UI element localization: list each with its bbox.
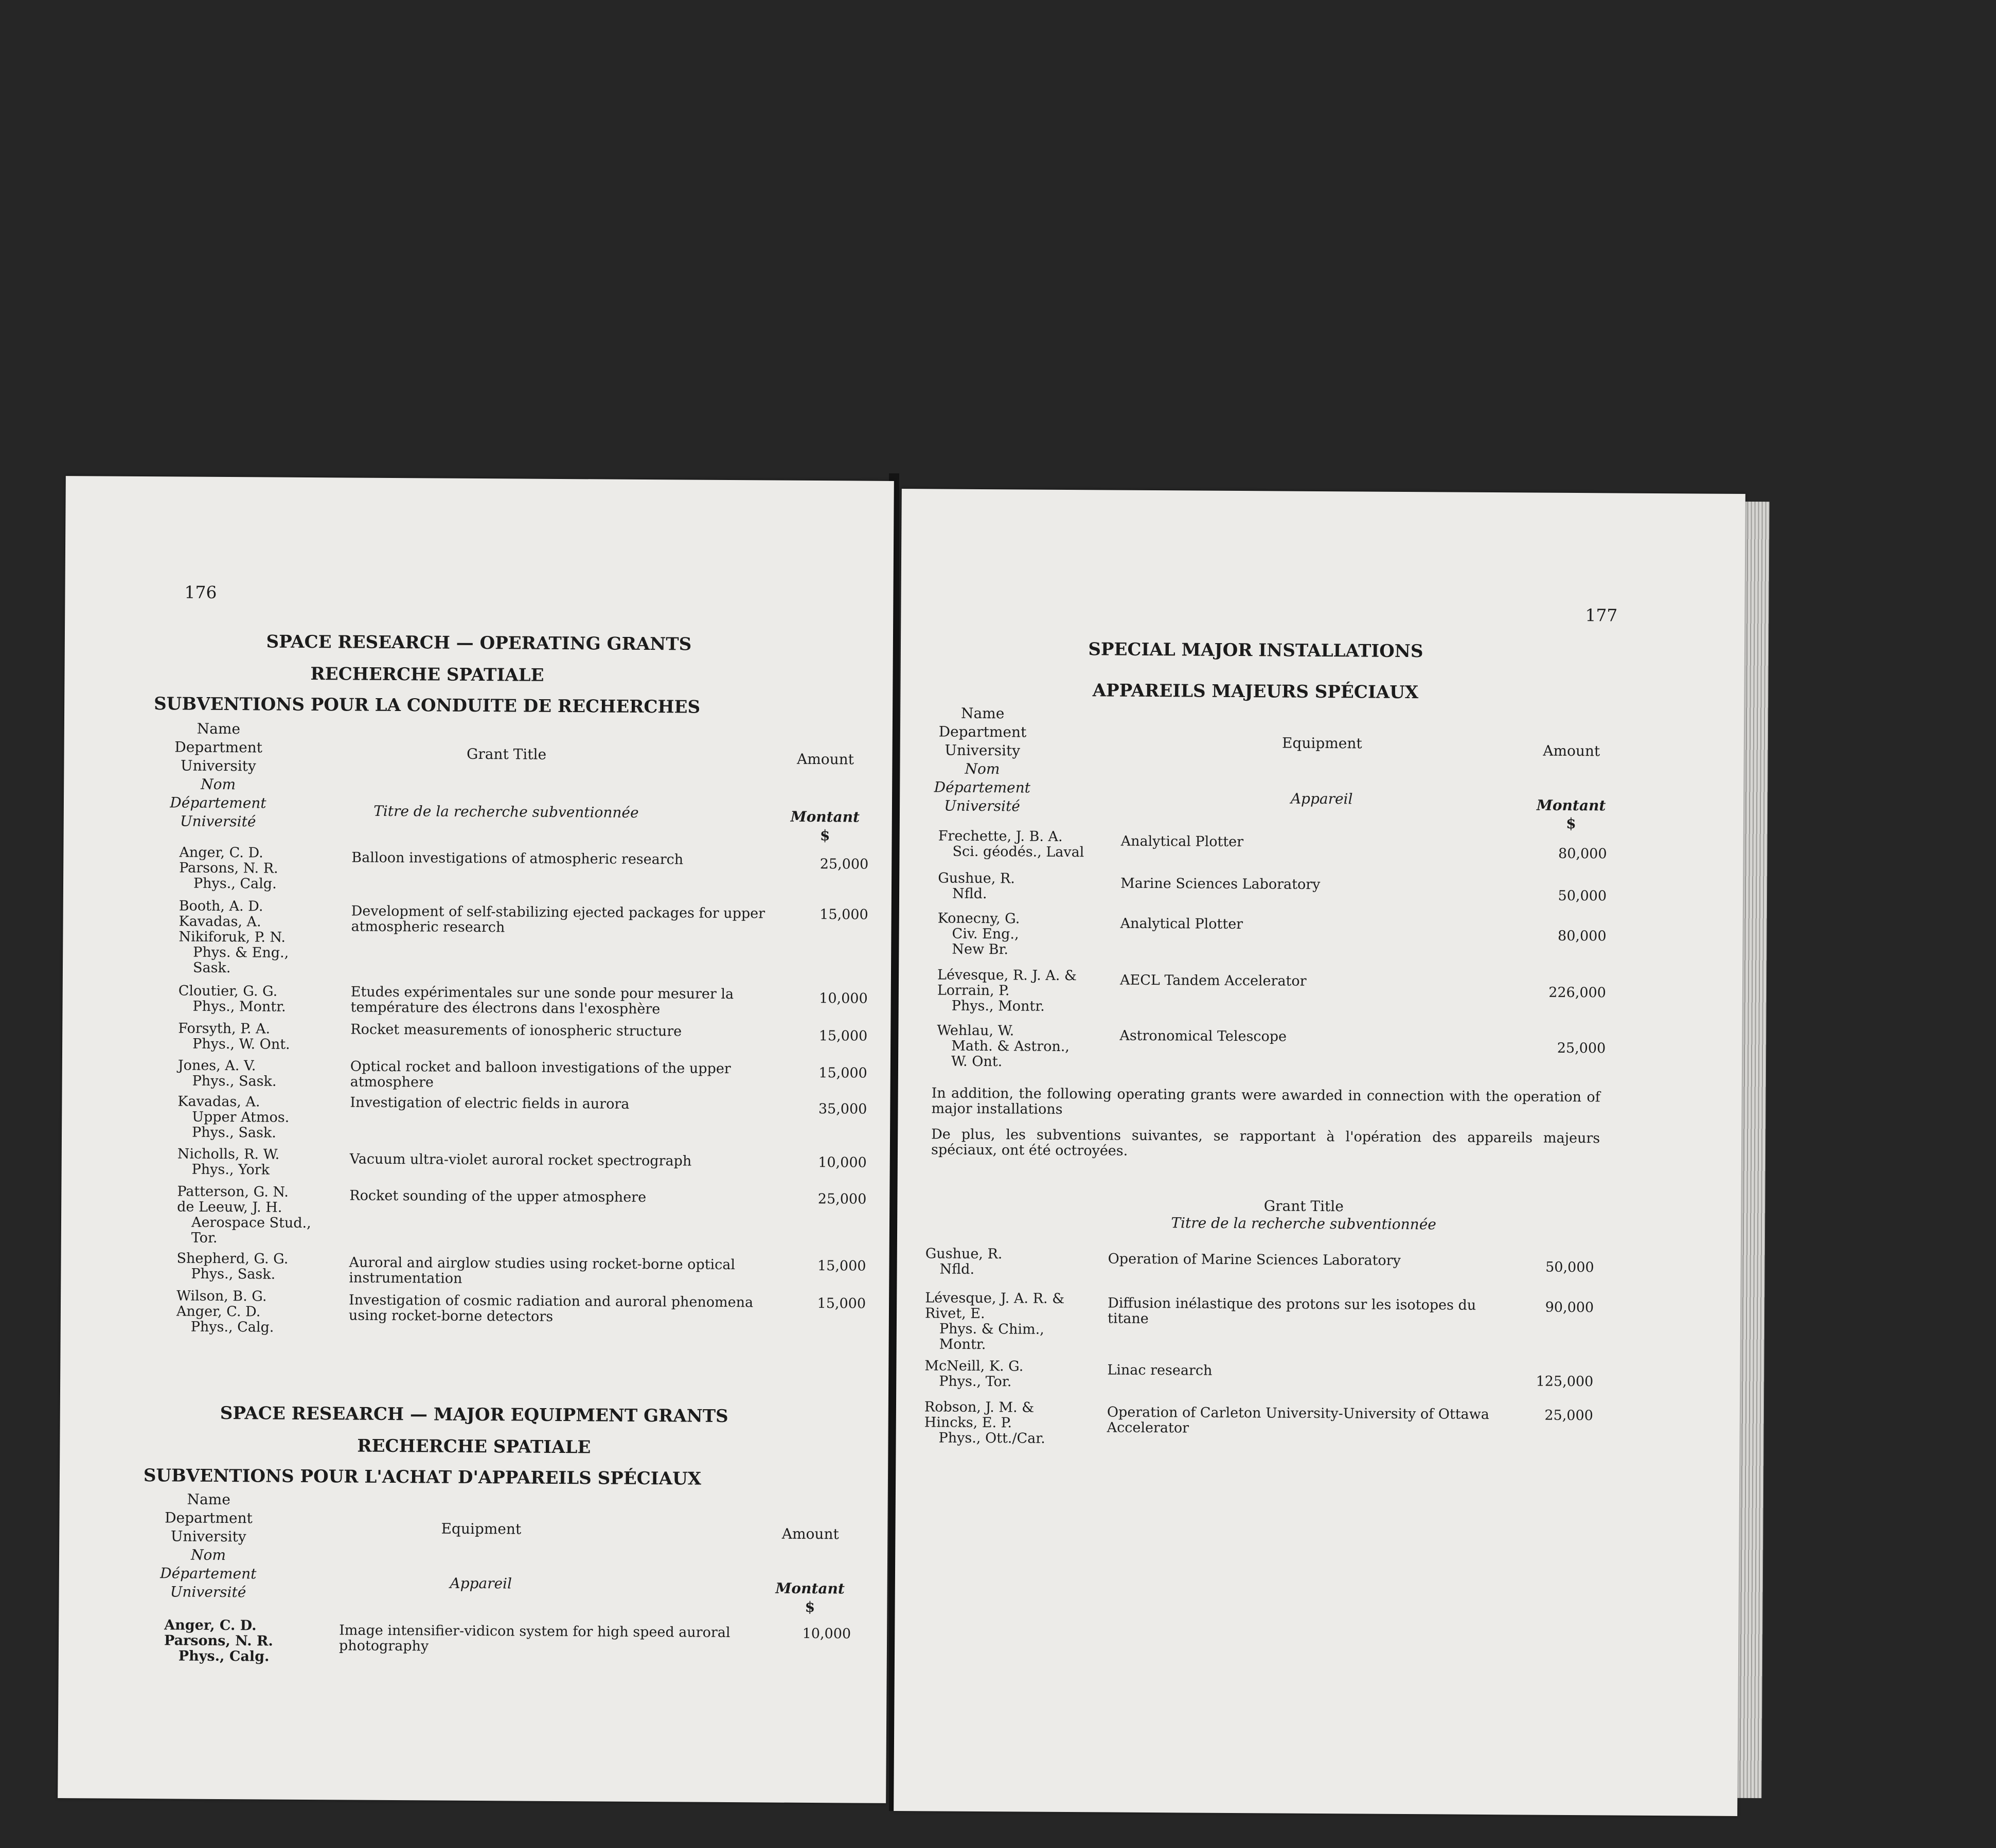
table-row [924, 1290, 1609, 1353]
amount-cell: 226,000 [1548, 984, 1606, 1001]
amount-cell: 25,000 [1557, 1040, 1606, 1057]
recipient-cell: Patterson, G. N. de Leeuw, J. H. Aerospace Stud., Tor. [177, 1183, 311, 1246]
table-row [924, 1358, 1609, 1390]
amount-cell: 50,000 [1558, 887, 1607, 904]
recipient-cell: Konecny, G. Civ. Eng., New Br. [937, 910, 1020, 958]
equipment-header: Equipment [1281, 734, 1362, 752]
amount-cell: 15,000 [817, 1295, 866, 1312]
table-row [179, 898, 868, 976]
amount-cell: 10,000 [818, 1154, 867, 1171]
grant-title-cell: Optical rocket and balloon investigations of the upper atmosphere [350, 1058, 731, 1091]
amount-cell: 125,000 [1536, 1373, 1594, 1390]
grant-title-cell: Development of self-stabilizing ejected packages for upper atmospheric research [351, 903, 765, 936]
section-title-fr: APPAREILS MAJEURS SPÉCIAUX [1092, 680, 1419, 703]
table-row [937, 967, 1621, 1015]
right-page [894, 489, 1745, 1816]
table-row [938, 870, 1622, 904]
amount-cell: 80,000 [1557, 928, 1607, 945]
table-row [178, 1020, 868, 1053]
recipient-cell: Nicholls, R. W. Phys., York [177, 1146, 280, 1178]
recipient-cell: Wilson, B. G. Anger, C. D. Phys., Calg. [176, 1288, 274, 1336]
recipient-cell: Robson, J. M. & Hincks, E. P. Phys., Ott./Car. [924, 1399, 1045, 1447]
amount-cell: 25,000 [1544, 1407, 1593, 1424]
grant-title-cell: Balloon investigations of atmospheric research [351, 849, 684, 868]
recipient-cell: Lévesque, J. A. R. & Rivet, E. Phys. & Chim., Montr. [924, 1290, 1065, 1353]
grant-title-header-fr: Titre de la recherche subventionnée [373, 802, 639, 821]
grant-title-cell: Auroral and airglow studies using rocket-borne optical instrumentation [349, 1254, 736, 1287]
grant-title-cell: Etudes expérimentales sur une sonde pour mesurer la température des électrons dans l'exosphère [350, 984, 734, 1018]
table-row [938, 828, 1623, 862]
grant-title-cell: Operation of Marine Sciences Laboratory [1108, 1251, 1401, 1269]
amount-cell: 25,000 [817, 1191, 867, 1207]
recipient-cell: Wehlau, W. Math. & Astron., W. Ont. [937, 1022, 1070, 1070]
equipment-cell: Image intensifier-vidicon system for high speed auroral photography [338, 1622, 730, 1655]
table-row [177, 1146, 867, 1178]
amount-cell: 10,000 [802, 1625, 851, 1642]
recipient-cell: Anger, C. D. Parsons, N. R. Phys., Calg. [179, 844, 278, 892]
equipment-cell: Marine Sciences Laboratory [1120, 875, 1321, 893]
grant-title-cell: Investigation of electric fields in aurora [350, 1094, 630, 1112]
table-row [937, 1022, 1621, 1070]
table-row [176, 1288, 866, 1336]
grant-title-cell: Operation of Carleton University-University of Ottawa Accelerator [1107, 1404, 1490, 1436]
grant-title-header-fr: Titre de la recherche subventionnée [1171, 1214, 1437, 1233]
table-row [179, 844, 869, 892]
amount-cell: 25,000 [819, 856, 869, 873]
amount-cell: 15,000 [819, 907, 868, 923]
section-title-fr: RECHERCHE SPATIALE [357, 1435, 591, 1458]
amount-cell: 15,000 [817, 1258, 866, 1274]
table-row [177, 1183, 867, 1246]
amount-header: Amount [1543, 742, 1600, 760]
recipient-cell: Lévesque, R. J. A. & Lorrain, P. Phys., Montr. [937, 967, 1077, 1015]
grant-title-header: Grant Title [1263, 1197, 1344, 1215]
table-row [178, 983, 868, 1018]
note-paragraph-en: In addition, the following operating grants were awarded in connection with the operation of major installations [931, 1085, 1600, 1117]
amount-cell: 90,000 [1545, 1299, 1594, 1316]
amount-cell: 50,000 [1545, 1259, 1594, 1276]
section-title-en: SPACE RESEARCH — MAJOR EQUIPMENT GRANTS [220, 1402, 728, 1427]
equipment-header-fr: Appareil [450, 1574, 512, 1592]
amount-cell: 10,000 [819, 990, 868, 1007]
recipient-cell: Shepherd, G. G. Phys., Sask. [176, 1250, 289, 1283]
recipient-cell: Anger, C. D. Parsons, N. R. Phys., Calg. [164, 1617, 273, 1665]
recipient-cell: Jones, A. V. Phys., Sask. [177, 1057, 277, 1090]
table-row [176, 1250, 866, 1287]
amount-header: Amount [796, 750, 854, 768]
section-title-fr: RECHERCHE SPATIALE [310, 664, 544, 686]
amount-cell: 15,000 [818, 1028, 868, 1044]
amount-header-fr: Montant [790, 808, 860, 826]
equipment-cell: Astronomical Telescope [1119, 1027, 1287, 1045]
recipient-cell: Forsyth, P. A. Phys., W. Ont. [178, 1020, 290, 1053]
equipment-cell: Analytical Plotter [1120, 915, 1243, 933]
grant-title-cell: Rocket sounding of the upper atmosphere [349, 1187, 647, 1206]
currency-symbol: $ [819, 827, 830, 844]
table-row [177, 1057, 867, 1091]
section-title-en: SPECIAL MAJOR INSTALLATIONS [1088, 639, 1423, 662]
recipient-cell: McNeill, K. G. Phys., Tor. [924, 1358, 1024, 1390]
amount-header: Amount [781, 1525, 839, 1543]
name-column-header: Name Department University Nom Département Université [160, 1490, 257, 1601]
section-subtitle-fr: SUBVENTIONS POUR LA CONDUITE DE RECHERCHES [154, 694, 701, 718]
equipment-cell: AECL Tandem Accelerator [1119, 972, 1307, 989]
name-column-header: Name Department University Nom Département Université [934, 704, 1031, 815]
recipient-cell: Kavadas, A. Upper Atmos. Phys., Sask. [177, 1093, 290, 1141]
amount-cell: 35,000 [818, 1101, 867, 1117]
equipment-cell: Analytical Plotter [1120, 833, 1244, 850]
amount-header-fr: Montant [775, 1579, 845, 1597]
grant-title-cell: Vacuum ultra-violet auroral rocket spectrograph [349, 1151, 692, 1169]
table-row [164, 1617, 853, 1665]
equipment-header-fr: Appareil [1290, 790, 1353, 808]
grant-title-cell: Investigation of cosmic radiation and auroral phenomena using rocket-borne detectors [348, 1292, 754, 1325]
table-row [937, 910, 1622, 958]
currency-symbol: $ [1566, 814, 1576, 832]
section-subtitle-fr: SUBVENTIONS POUR L'ACHAT D'APPAREILS SPÉCIAUX [143, 1465, 702, 1489]
page-number: 177 [1585, 605, 1618, 626]
recipient-cell: Gushue, R. Nfld. [925, 1246, 1003, 1277]
page-number: 176 [184, 582, 217, 602]
recipient-cell: Gushue, R. Nfld. [938, 870, 1015, 902]
amount-header-fr: Montant [1536, 796, 1606, 814]
equipment-header: Equipment [441, 1520, 522, 1538]
recipient-cell: Booth, A. D. Kavadas, A. Nikiforuk, P. N. Phys. & Eng., Sask. [179, 898, 289, 976]
grant-title-cell: Diffusion inélastique des protons sur les isotopes du titane [1107, 1295, 1476, 1327]
currency-symbol: $ [805, 1598, 815, 1616]
grant-title-cell: Rocket measurements of ionospheric structure [350, 1021, 682, 1040]
recipient-cell: Frechette, J. B. A. Sci. géodés., Laval [938, 828, 1084, 861]
grant-title-cell: Linac research [1107, 1362, 1213, 1379]
table-row [177, 1093, 867, 1141]
note-paragraph-fr: De plus, les subventions suivantes, se rapportant à l'opération des appareils majeurs spéciaux, ont été octroyées. [931, 1126, 1600, 1159]
name-column-header: Name Department University Nom Département Université [170, 720, 266, 830]
table-row [924, 1399, 1609, 1447]
table-row [925, 1246, 1610, 1277]
grant-title-header: Grant Title [466, 745, 547, 763]
amount-cell: 80,000 [1558, 845, 1607, 862]
left-page [58, 476, 894, 1803]
section-title-en: SPACE RESEARCH — OPERATING GRANTS [266, 631, 692, 655]
amount-cell: 15,000 [818, 1065, 867, 1081]
recipient-cell: Cloutier, G. G. Phys., Montr. [178, 983, 286, 1015]
